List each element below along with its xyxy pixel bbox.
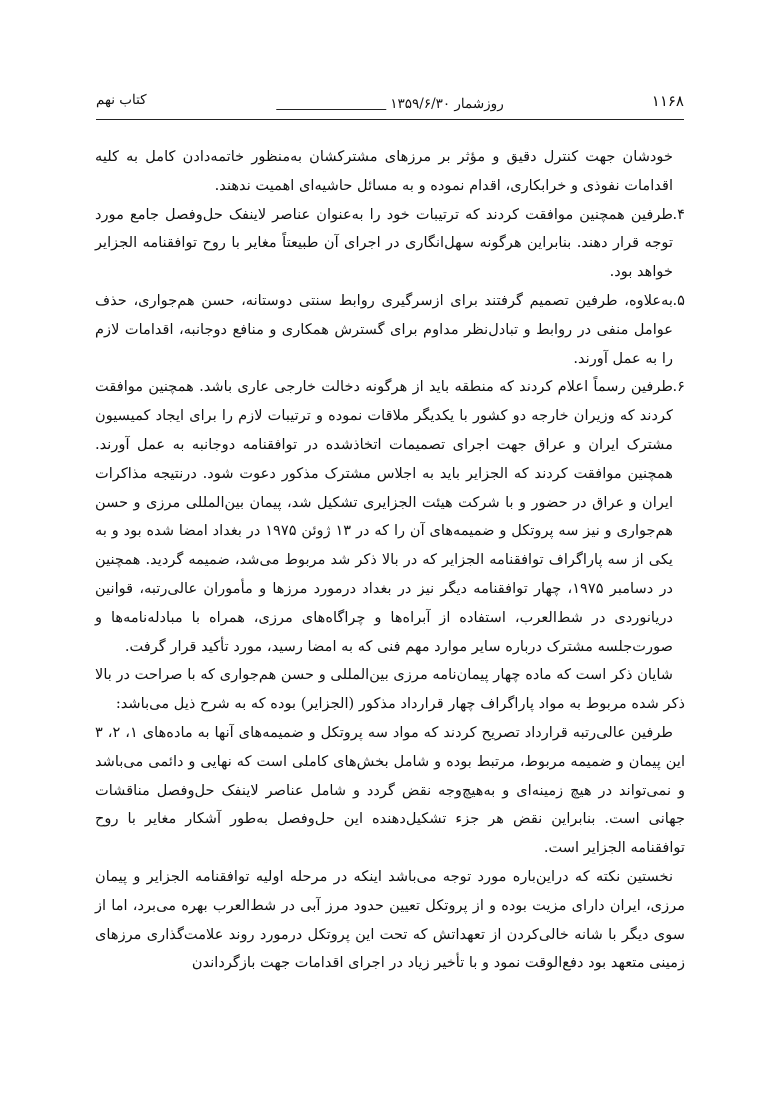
page-number: ۱۱۶۸ [651, 92, 684, 110]
paragraph-treaty-quote: طرفین عالی‌رتبه قرارداد تصریح کردند که مواد سه پروتکل و ضمیمه‌های آنها به ماده‌های ۱، ۲، ۳ این پیمان و ضمیمه مربوط، مرتبط بوده و شامل بخش‌های کاملی است که نهایی و دائمی می‌باشد و نمی‌تواند در هیچ زمینه‌ای و به‌هیچ‌وجه نقض گردد و شامل عناصر لاینفک حل‌وفصل مناقشات جهانی است. بنابراین نقض هر جزء تشکیل‌دهنده این حل‌وفصل به‌طور آشکار مغایر با روح توافقنامه الجزایر است. [95, 723, 685, 857]
book-title: کتاب نهم [96, 92, 147, 108]
list-item-4 [95, 201, 685, 287]
paragraph-note: شایان ذکر است که ماده چهار پیمان‌نامه مرزی بین‌المللی و حسن هم‌جواری که با صراحت در بالا ذکر شده مربوط به مواد پاراگراف چهار قرارداد مذکور (الجزایر) بوده که به شرح ذیل می‌باشد: [95, 666, 685, 713]
list-text-6: طرفین رسماً اعلام کردند که منطقه باید از هرگونه دخالت خارجی عاری باشد. همچنین موافقت کردند که وزیران خارجه دو کشور با یکدیگر ملاقات نموده و ترتیبات لازم را برای ایجاد کمیسیون مشترک ایران و عراق جهت اجرای تصمیمات اتخاذشده در توافقنامه دوجانبه به عمل آورند. همچنین موافقت کردند که الجزایر باید به اجلاس مشترک مذکور دعوت شود. درنتیجه مذاکرات ایران و عراق در حضور و با شرکت هیئت الجزایری تشکیل شد، پیمان بین‌المللی مرزی و حسن هم‌جواری و نیز سه پروتکل و ضمیمه‌های آن را که در ۱۳ ژوئن ۱۹۷۵ در بغداد امضا شده بود و به یکی از سه پاراگراف توافقنامه الجزایر که در بالا ذکر شد مربوط می‌شد، ضمیمه گردید. همچنین در دسامبر ۱۹۷۵، چهار توافقنامه دیگر نیز در بغداد درمورد مرزها و مأموران عالی‌رتبه، قوانین دریانوردی در شط‌العرب، استفاده از آبراه‌ها و چراگاه‌های مرزی، همراه با مبادله‌نامه‌ها و صورت‌جلسه مشترک درباره سایر موارد مهم فنی که به امضا رسید، مورد تأکید قرار گرفت. [95, 378, 673, 655]
paragraph-analysis: نخستین نکته که دراین‌باره مورد توجه می‌باشد اینکه در مرحله اولیه توافقنامه الجزایر و پیمان مرزی، ایران دارای مزیت بوده و از پروتکل تعیین حدود مرز آبی در شط‌العرب بهره می‌برد، اما از سوی دیگر با شانه خالی‌کردن از تعهداتش که تحت این پروتکل درمورد روند علامت‌گذاری مرزهای زمینی متعهد بود دفع‌الوقت نمود و با تأخیر زیاد در اجرای اقدامات جهت بازگرداندن [95, 867, 685, 972]
paragraph-continuation: خودشان جهت کنترل دقیق و مؤثر بر مرزهای مشترکشان به‌منظور خاتمه‌دادن کامل به کلیه اقدامات نفوذی و خرابکاری، اقدام نموده و به مسائل حاشیه‌ای اهمیت ندهند. [95, 148, 673, 194]
list-number-6: ۶. [672, 378, 685, 396]
list-text-5: به‌علاوه، طرفین تصمیم گرفتند برای ازسرگیری روابط سنتی دوستانه، حسن هم‌جواری، حذف عوامل منفی در روابط و تبادل‌نظر مداوم برای گسترش همکاری و منافع دوجانبه، اقدامات لازم را به عمل آورند. [95, 291, 673, 367]
header-divider [96, 119, 684, 120]
running-header [96, 92, 684, 120]
body-text [95, 143, 685, 978]
chronicle-date-text: روزشمار ۱۳۵۹/۶/۳۰ [390, 96, 504, 112]
list-number-5: ۵. [672, 291, 685, 309]
list-item-6 [95, 373, 685, 661]
chronicle-date [276, 96, 503, 112]
list-number-4: ۴. [672, 205, 685, 223]
list-item-5 [95, 287, 685, 373]
header-rule [276, 109, 386, 110]
list-text-4: طرفین همچنین موافقت کردند که ترتیبات خود را به‌عنوان عناصر لاینفک حل‌وفصل جامع مورد توجه قرار دهند. بنابراین هرگونه سهل‌انگاری در اجرای آن طبیعتاً مغایر با روح توافقنامه الجزایر خواهد بود. [95, 205, 673, 281]
